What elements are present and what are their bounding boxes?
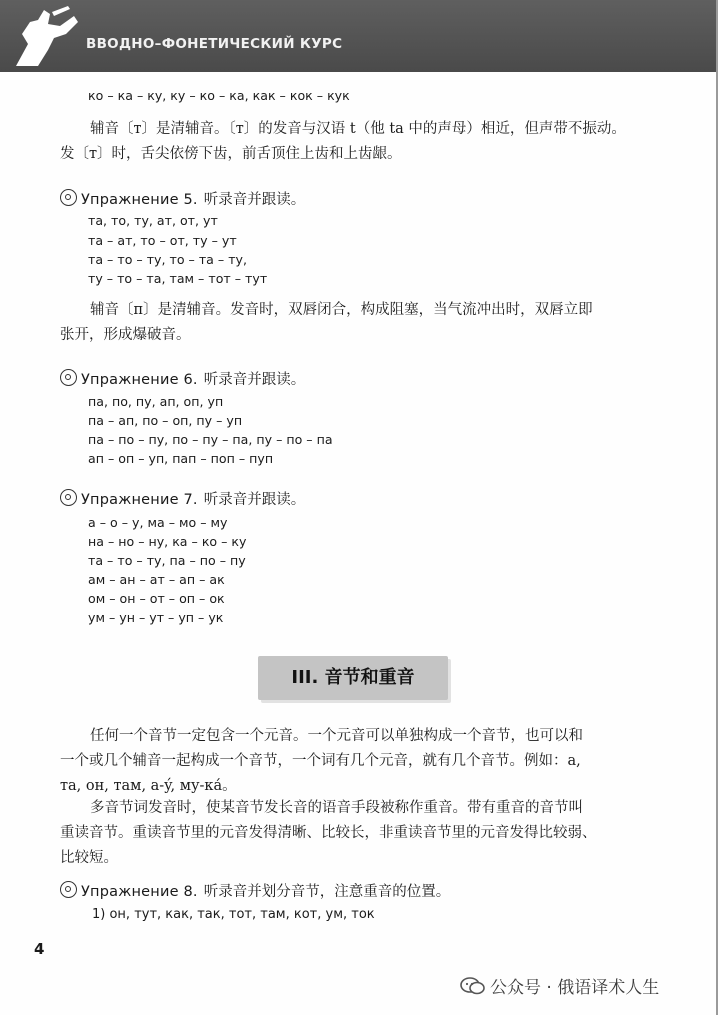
header-band <box>0 0 716 72</box>
ex7-line: ам – ан – ат – ап – ак <box>88 572 225 587</box>
horse-rider-logo <box>8 4 84 70</box>
consonant-p-line2: 张开，形成爆破音。 <box>60 327 191 343</box>
ex8-line: 1) он, тут, как, так, тот, там, кот, ум, ток <box>92 907 375 922</box>
header-title: ВВОДНО–ФОНЕТИЧЕСКИЙ КУРС <box>86 36 343 52</box>
consonant-t-line2: 发〔т〕时，舌尖依傍下齿，前舌顶住上齿和上齿龈。 <box>60 146 402 162</box>
ex7-line: на – но – ну, ка – ко – ку <box>88 534 247 549</box>
watermark-text: 公众号 · 俄语译术人生 <box>490 978 660 998</box>
exercise-label: Упражнение 6. <box>81 372 198 388</box>
consonant-t-line1: 辅音〔т〕是清辅音。〔т〕的发音与汉语 t（他 ta 中的声母）相近，但声带不振动。 <box>90 121 626 137</box>
audio-disc-icon[interactable] <box>60 369 77 386</box>
syllable-para-line3: та, он, там, а-ý, му-ка́。 <box>60 778 237 794</box>
syllable-para-line1: 任何一个音节一定包含一个元音。一个元音可以单独构成一个音节，也可以和 <box>90 728 583 744</box>
exercise-instruction: 听录音并跟读。 <box>203 192 306 208</box>
ex6-line: па – ап, по – оп, пу – уп <box>88 413 243 428</box>
exercise-instruction: 听录音并跟读。 <box>203 492 306 508</box>
ex6-line: ап – оп – уп, пап – поп – пуп <box>88 451 274 466</box>
page-number: 4 <box>34 940 45 958</box>
exercise-label: Упражнение 7. <box>81 492 198 508</box>
exercise-label: Упражнение 8. <box>81 884 198 900</box>
watermark <box>460 973 659 998</box>
ex7-line: та – то – ту, па – по – пу <box>88 553 246 568</box>
audio-disc-icon[interactable] <box>60 881 77 898</box>
exercise-5-heading <box>60 188 305 209</box>
syllable-para-line2: 一个或几个辅音一起构成一个音节，一个词有几个元音，就有几个音节。例如：а, <box>60 753 581 769</box>
ex5-line: та – то – ту, то – та – ту, <box>88 252 247 267</box>
audio-disc-icon[interactable] <box>60 189 77 206</box>
exercise-label: Упражнение 5. <box>81 192 198 208</box>
ex5-line: та, то, ту, ат, от, ут <box>88 213 218 228</box>
ex6-line: па – по – пу, по – пу – па, пу – по – па <box>88 432 333 447</box>
ex6-line: па, по, пу, ап, оп, уп <box>88 394 224 409</box>
exercise-8-heading <box>60 880 450 901</box>
audio-disc-icon[interactable] <box>60 489 77 506</box>
ex5-line: та – ат, то – от, ту – ут <box>88 233 237 248</box>
ex7-line: ум – ун – ут – уп – ук <box>88 610 224 625</box>
stress-para-line2: 重读音节。重读音节里的元音发得清晰、比较长，非重读音节里的元音发得比较弱、 <box>60 825 597 841</box>
ex5-line: ту – то – та, там – тот – тут <box>88 271 268 286</box>
exercise-7-heading <box>60 488 305 509</box>
stress-para-line1: 多音节词发音时，使某音节发长音的语音手段被称作重音。带有重音的音节叫 <box>90 800 583 816</box>
section-heading: III. 音节和重音 <box>258 656 448 700</box>
intro-line: ко – ка – ку, ку – ко – ка, как – кок – кук <box>88 88 350 103</box>
consonant-p-line1: 辅音〔п〕是清辅音。发音时，双唇闭合，构成阻塞，当气流冲出时，双唇立即 <box>90 302 593 318</box>
ex7-line: ом – он – от – оп – ок <box>88 591 225 606</box>
wechat-icon <box>460 976 486 996</box>
exercise-6-heading <box>60 368 305 389</box>
stress-para-line3: 比较短。 <box>60 850 118 866</box>
page-edge <box>716 0 718 1015</box>
exercise-instruction: 听录音并划分音节，注意重音的位置。 <box>203 884 451 900</box>
ex7-line: а – о – у, ма – мо – му <box>88 515 228 530</box>
exercise-instruction: 听录音并跟读。 <box>203 372 306 388</box>
